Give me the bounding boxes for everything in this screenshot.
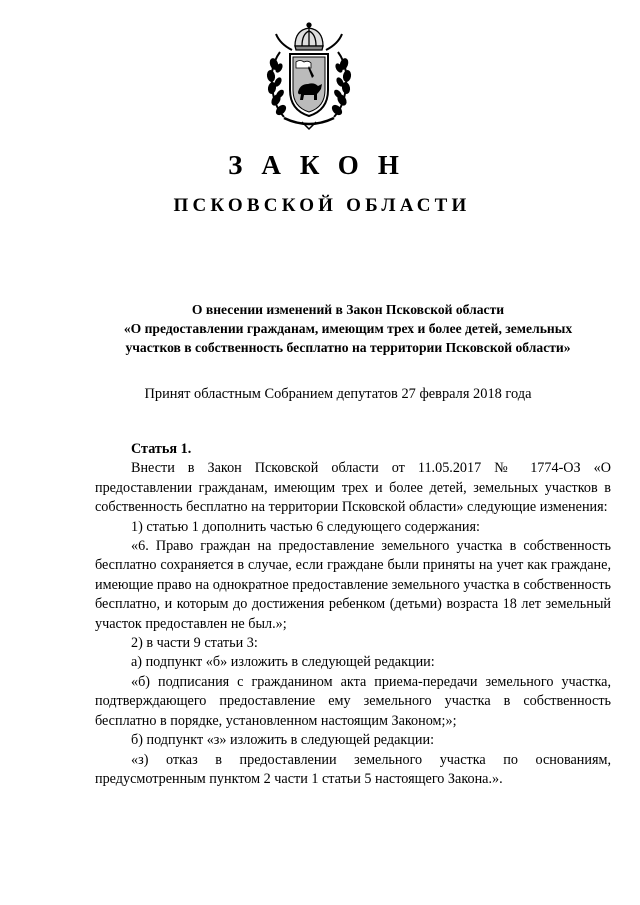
article-title: Статья 1. (131, 441, 192, 457)
article-paragraph: Внести в Закон Псковской области от 11.05.2017 № 1774-ОЗ «О предоставлении гражданам, имеющим трех и более детей, земельных участков в собственность бесплатно на территории Псковской области» следующие изменения: (95, 460, 611, 516)
article-body (95, 440, 611, 789)
law-heading (90, 300, 606, 357)
law-heading-line: О внесении изменений в Закон Псковской области (191, 302, 505, 317)
article-paragraph: 2) в части 9 статьи 3: (131, 635, 258, 652)
article-paragraph: «6. Право граждан на предоставление земельного участка в собственность бесплатно сохраняется в случае, если граждане были приняты на учет как граждане, имеющие право на однократное предоставление земельного участка в собственность бесплатно, и которым до достижения ребенком (детьми) возраста 18 лет земельный участок предоставлен не был.»; (95, 538, 611, 632)
article-paragraph: б) подпункт «з» изложить в следующей редакции: (131, 732, 435, 749)
article-paragraph: «б) подписания с гражданином акта приема-передачи земельного участка, подтверждающего предоставление ему земельного участка в собственность бесплатно в порядке, установленном настоящим Законом;»; (95, 673, 611, 729)
coat-of-arms-icon (262, 22, 356, 132)
law-title: ЗАКОН (228, 150, 418, 180)
article-paragraph: а) подпункт «б» изложить в следующей редакции: (131, 654, 435, 671)
article-paragraph: 1) статью 1 дополнить частью 6 следующего содержания: (131, 518, 480, 535)
article-paragraph: «з) отказ в предоставлении земельного участка по основаниям, предусмотренным пунктом 2 части 1 статьи 5 настоящего Закона.». (95, 751, 611, 787)
region-title: ПСКОВСКОЙ ОБЛАСТИ (173, 195, 471, 216)
law-heading-line: участков в собственность бесплатно на территории Псковской области» (125, 340, 571, 355)
law-heading-line: «О предоставлении гражданам, имеющим трех и более детей, земельных (123, 321, 573, 336)
adoption-line: Принят областным Собранием депутатов 27 февраля 2018 года (144, 386, 532, 402)
